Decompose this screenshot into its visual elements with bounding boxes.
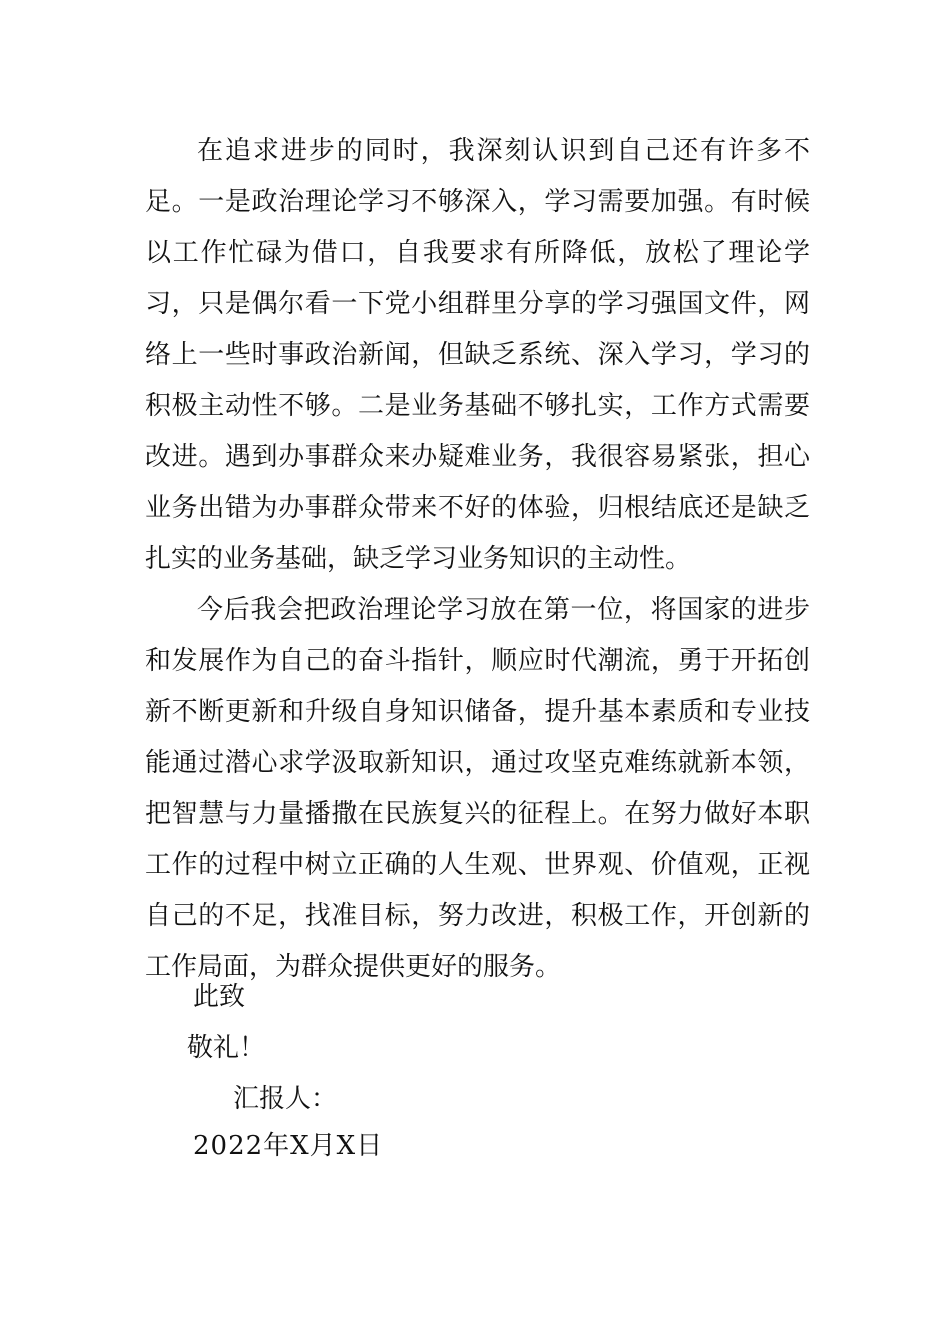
paragraph-shortcomings: 在追求进步的同时，我深刻认识到自己还有许多不足。一是政治理论学习不够深入，学习需要加强。有时候以工作忙碌为借口，自我要求有所降低，放松了理论学习，只是偶尔看一下党小组群里分享的学习强国文件，网络上一些时事政治新闻，但缺乏系统、深入学习，学习的积极主动性不够。二是业务基础不够扎实，工作方式需要改进。遇到办事群众来办疑难业务，我很容易紧张，担心业务出错为办事群众带来不好的体验，归根结底还是缺乏扎实的业务基础，缺乏学习业务知识的主动性。 [145,136,810,574]
report-date: 2022年X月X日 [193,1131,384,1161]
reporter-label: 汇报人： [233,1084,338,1114]
document-body [145,126,810,993]
paragraph-future-plans: 今后我会把政治理论学习放在第一位，将国家的进步和发展作为自己的奋斗指针，顺应时代潮流，勇于开拓创新不断更新和升级自身知识储备，提升基本素质和专业技能通过潜心求学汲取新知识，通过攻坚克难练就新本领，把智慧与力量播撒在民族复兴的征程上。在努力做好本职工作的过程中树立正确的人生观、世界观、价值观，正视自己的不足，找准目标，努力改进，积极工作，开创新的工作局面，为群众提供更好的服务。 [145,595,810,982]
closing-regards: 敬礼！ [187,1033,266,1063]
closing-salute: 此致 [193,982,246,1012]
